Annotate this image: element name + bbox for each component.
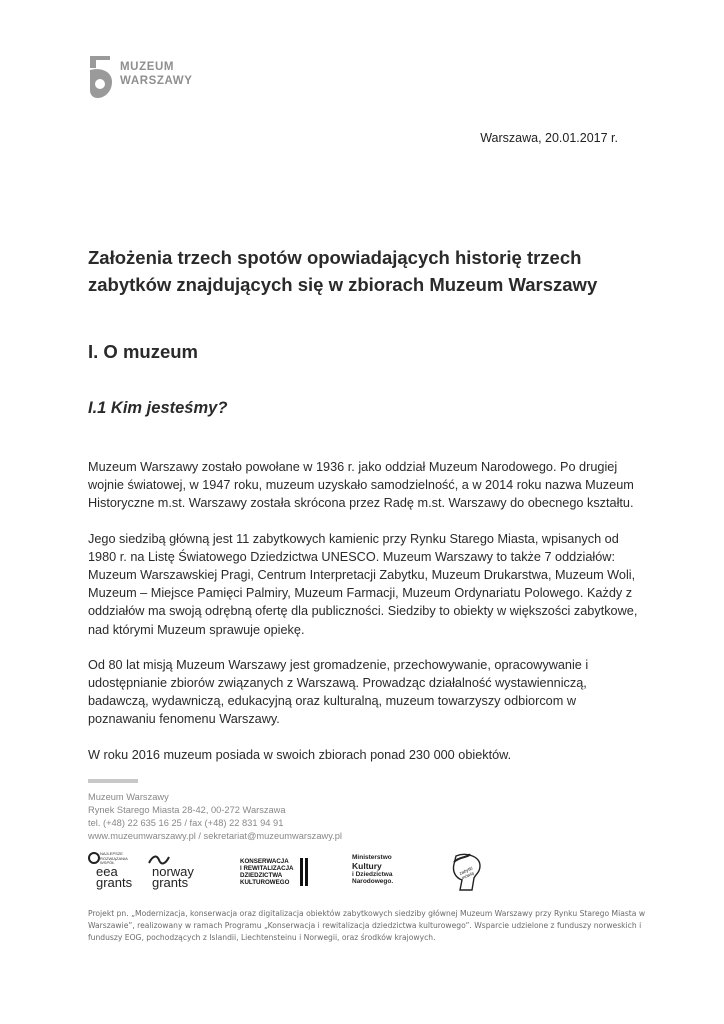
konserwacja-bar-icon — [300, 858, 303, 886]
eea-line-1: eea — [96, 864, 118, 879]
sponsor-logos — [86, 852, 646, 896]
logo-line-1: MUZEUM — [120, 61, 175, 73]
subsection-heading: I.1 Kim jesteśmy? — [88, 399, 228, 417]
document-date: Warszawa, 20.01.2017 r. — [480, 131, 618, 145]
document-body — [88, 458, 640, 781]
footer-phone: tel. (+48) 22 635 16 25 / fax (+48) 22 831 94 91 — [88, 818, 284, 828]
paragraph: Muzeum Warszawy zostało powołane w 1936 r. jako oddział Muzeum Narodowego. Po drugiej wojnie światowej, w 1947 roku, muzeum uzyskało samodzielność, a w 2014 roku nazwa Muzeum Historyczne m.st. Warszawy została skrócona przez Radę m.st. Warszawy do obecnego kształtu. — [88, 460, 634, 511]
footer-contact — [88, 791, 342, 843]
document-title: Założenia trzech spotów opowiadających historię trzech zabytków znajdujących się w zbiorach Muzeum Warszawy — [88, 247, 598, 295]
project-funding-note: Projekt pn. „Modernizacja, konserwacja oraz digitalizacja obiektów zabytkowych siedziby głównej Muzeum Warszawy przy Rynku Starego Miasta w Warszawie”, realizowany w ramach Programu „Konserwacja i rewitalizacja dziedzictwa kulturowego”. Wsparcie udzielone z funduszy norweskich i funduszy EOG, pochodzących z Islandii, Liechtensteinu i Norwegii, oraz środków krajowych. — [88, 909, 646, 942]
paragraph: Od 80 lat misją Muzeum Warszawy jest gromadzenie, przechowywanie, opracowywanie i udostępnianie zbiorów związanych z Warszawą. Prowadząc działalność wystawienniczą, badawczą, wydawniczą, edukacyjną oraz kulturalną, muzeum towarzyszy odbiorcom w poznawaniu fenomenu Warszawy. — [88, 657, 589, 727]
zabytki-mowia-logo — [450, 852, 490, 896]
eea-small-text: NAJLEPSZE ROZWIĄZANIA WSPÓŁ — [100, 851, 128, 865]
museum-logo-mark-icon — [88, 54, 114, 100]
footer-address: Rynek Starego Miasta 28-42, 00-272 Warszawa — [88, 805, 286, 815]
eea-line-2: grants — [96, 875, 133, 890]
museum-logo — [88, 54, 208, 100]
konserwacja-logo — [240, 856, 310, 892]
norway-line-1: norway — [152, 864, 194, 879]
konserwacja-line: DZIEDZICTWA — [240, 872, 283, 879]
ministry-line: Narodowego. — [352, 878, 394, 885]
ministry-logo — [352, 854, 418, 892]
ministry-line: Kultury — [352, 860, 382, 871]
eea-grants-logo — [86, 852, 142, 896]
eea-circle-icon — [88, 852, 100, 864]
footer-web[interactable]: www.muzeumwarszawy.pl / sekretariat@muzeumwarszawy.pl — [88, 831, 342, 841]
section-heading: I. O muzeum — [88, 341, 198, 362]
norway-grants-logo — [148, 852, 204, 896]
paragraph: W roku 2016 muzeum posiada w swoich zbiorach ponad 230 000 obiektów. — [88, 747, 512, 762]
logo-line-2: WARSZAWY — [120, 75, 193, 87]
footer-divider — [88, 779, 138, 783]
zabytki-mowia-text: zabytki mówią — [458, 865, 475, 881]
paragraph: Jego siedzibą główną jest 11 zabytkowych kamienic przy Rynku Starego Miasta, wpisanych od 1980 r. na Listę Światowego Dziedzictwa UNESCO. Muzeum Warszawy to także 7 oddziałów: Muzeum Warszawskiej Pragi, Centrum Interpretacji Zabytku, Muzeum Drukarstwa, Muzeum Woli, Muzeum – Miejsce Pamięci Palmiry, Muzeum Farmacji, Muzeum Ordynariatu Polowego. Każdy z oddziałów ma swoją odrębną ofertę dla publiczności. Siedziby to obiekty w większości zabytkowe, nad którymi Muzeum sprawuje opiekę. — [88, 531, 638, 637]
konserwacja-line: KONSERWACJA — [240, 858, 289, 865]
konserwacja-line: KULTUROWEGO — [240, 879, 290, 886]
ministry-line: i Dziedzictwa — [352, 870, 393, 878]
footer-name: Muzeum Warszawy — [88, 792, 169, 802]
ministry-line: Ministerstwo — [352, 854, 392, 861]
konserwacja-bar-icon — [305, 858, 308, 886]
norway-line-2: grants — [152, 875, 189, 890]
konserwacja-line: I REWITALIZACJA — [240, 865, 294, 872]
